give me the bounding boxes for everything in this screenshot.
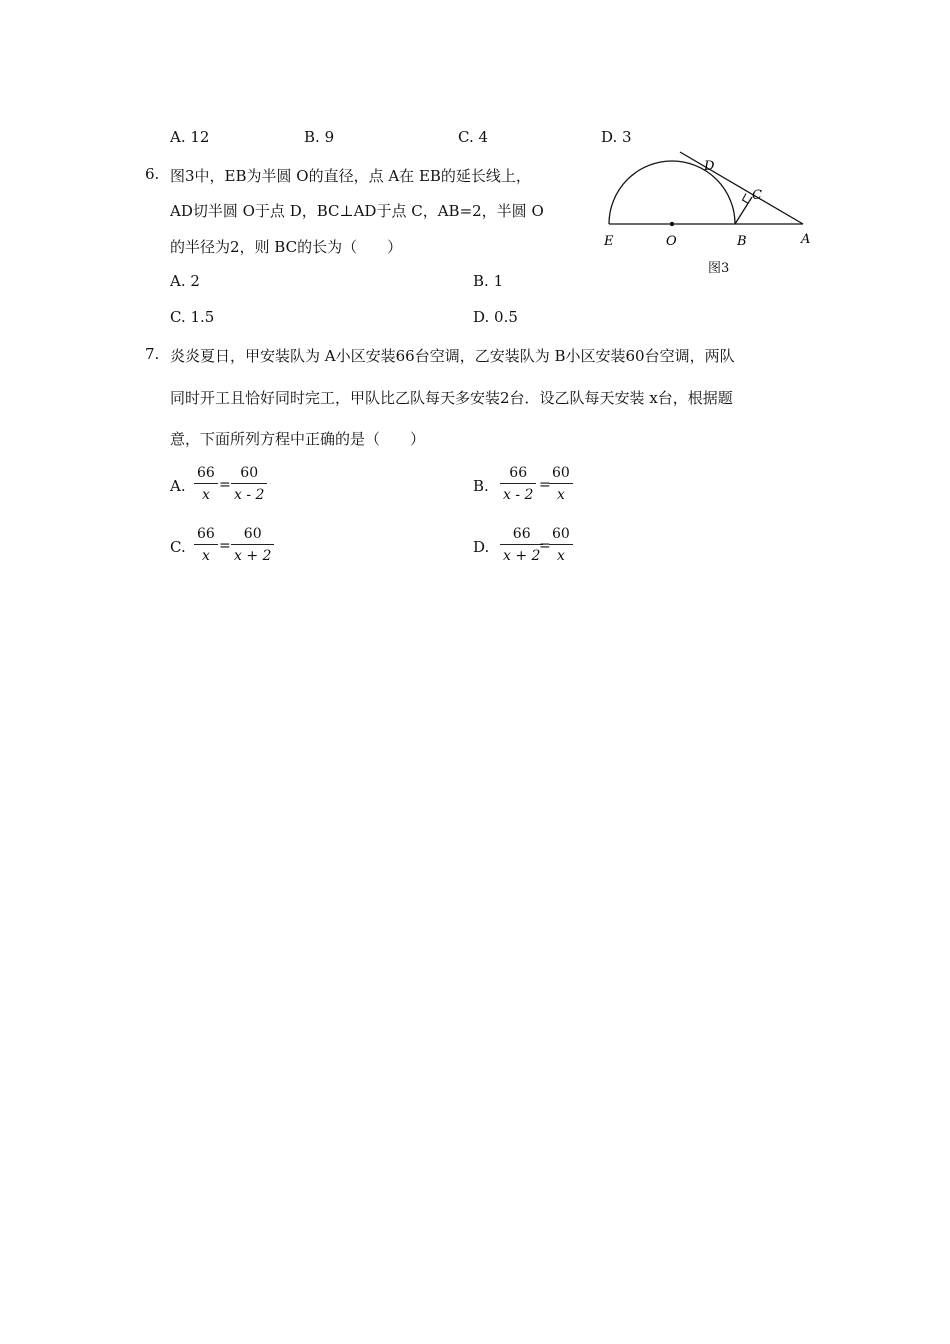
- q6-option-c[interactable]: C. 1.5: [170, 308, 215, 326]
- fraction: $\frac{60}{x}$: [549, 466, 573, 502]
- right-angle-mark: [743, 194, 749, 204]
- q7-stem-line1: 炎炎夏日，甲安装队为 A小区安装66台空调，乙安装队为 B小区安装60台空调，两队: [170, 347, 735, 365]
- q6-number: 6.: [145, 165, 160, 183]
- semicircle-arc: [609, 161, 735, 224]
- fraction: $\frac{66}{x - 2}$: [500, 466, 536, 502]
- label-b: B: [737, 234, 747, 249]
- fraction: $\frac{66}{x + 2}$: [500, 527, 543, 563]
- q6-option-b[interactable]: B. 1: [473, 272, 504, 290]
- figure-3-caption: 图3: [708, 261, 730, 276]
- q6-stem-line3: 的半径为2，则 BC的长为（ ）: [170, 238, 403, 256]
- q6-option-a[interactable]: A. 2: [170, 272, 200, 290]
- q5-option-b[interactable]: B. 9: [304, 128, 335, 146]
- center-point-o: [670, 222, 674, 226]
- q7-stem-line3: 意，下面所列方程中正确的是（ ）: [170, 430, 426, 448]
- fraction: $\frac{60}{x - 2}$: [231, 466, 267, 502]
- q5-option-d[interactable]: D. 3: [601, 128, 632, 146]
- q5-option-c[interactable]: C. 4: [458, 128, 489, 146]
- label-e: E: [604, 234, 614, 249]
- q7-stem-line2: 同时开工且恰好同时完工，甲队比乙队每天多安装2台．设乙队每天安装 x台，根据题: [170, 389, 733, 407]
- fraction: $\frac{66}{x}$: [194, 527, 218, 563]
- label-a: A: [801, 232, 811, 247]
- fraction: $\frac{66}{x}$: [194, 466, 218, 502]
- q7-number: 7.: [145, 345, 160, 363]
- label-o: O: [666, 234, 677, 249]
- label-c: C: [752, 188, 762, 203]
- q6-option-d[interactable]: D. 0.5: [473, 308, 518, 326]
- q6-stem-line2: AD切半圆 O于点 D，BC⊥AD于点 C，AB=2，半圆 O: [170, 202, 544, 220]
- fraction: $\frac{60}{x}$: [549, 527, 573, 563]
- fraction: $\frac{60}{x + 2}$: [231, 527, 274, 563]
- q5-option-a[interactable]: A. 12: [170, 128, 210, 146]
- figure-3-semicircle-diagram: [595, 145, 825, 275]
- label-d: D: [704, 159, 715, 174]
- q6-stem-line1: 图3中，EB为半圆 O的直径，点 A在 EB的延长线上，: [170, 167, 531, 185]
